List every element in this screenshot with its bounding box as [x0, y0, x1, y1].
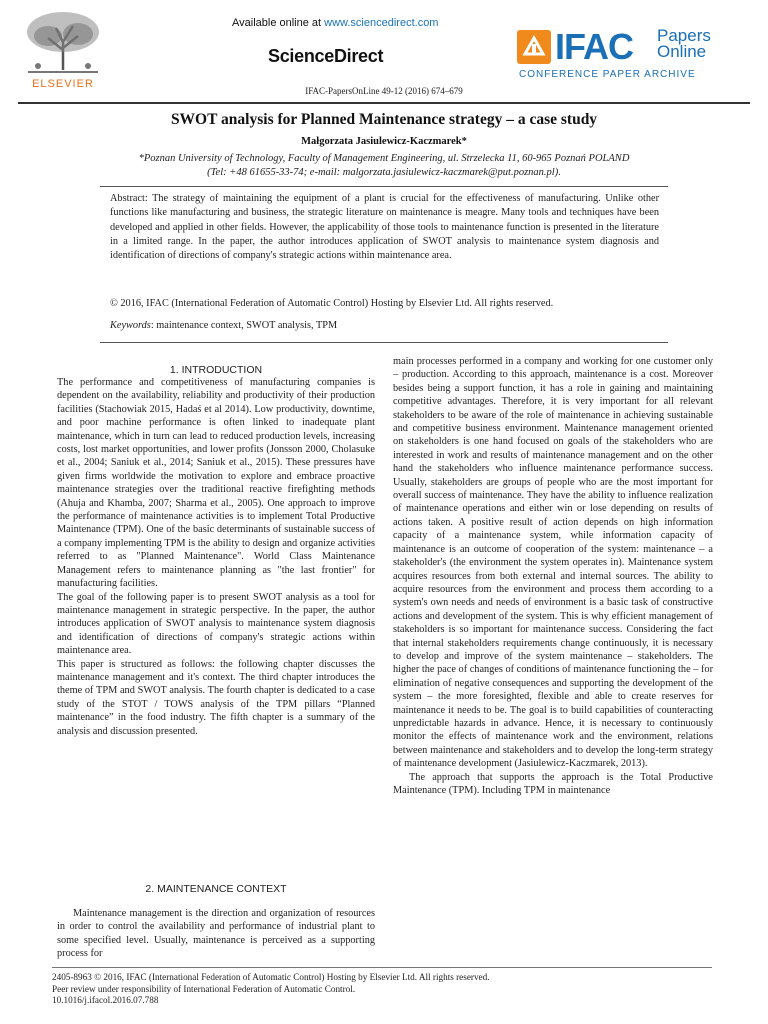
paragraph: The performance and competitiveness of manufacturing companies is dependent on the availability, reliability and productivity of their production facilities (Stachowiak 2015, Hadaś et al 2014). Low productivity, downtime, and poor machine performance is often linked to inadequate plant maintenance, which in turn can lead to reduced production levels, increasing costs, lost market opportunities, and lower profits (Jonsson 2000, Cholasuke et al., 2004; Saniuk et al., 2014; Saniuk et al., 2015). These pressures have given firms worldwide the motivation to explore and embrace proactive maintenance strategies over the traditional reactive firefighting methods (Ahuja and Khamba, 2007; Sharma et al., 2005). One approach to improve the performance of maintenance activities is to implement Total Productive Maintenance (TPM). One of the basic determinants of sustainable success of a company implementing TPM is the ability to design and organize activities referred to as "Planned Maintenance". World Class Maintenance Management refers to maintenance planning as "the last frontier" for manufacturing facilities.: [57, 377, 375, 590]
publisher-name: ELSEVIER: [32, 78, 94, 90]
footer-peer-review: Peer review under responsibility of International Federation of Automatic Control.: [52, 983, 356, 994]
elsevier-logo: [18, 10, 108, 88]
keywords-list: : maintenance context, SWOT analysis, TPM: [150, 320, 338, 331]
left-column-lower: [57, 907, 375, 961]
footer-divider: [52, 967, 712, 968]
footer-doi: 10.1016/j.ifacol.2016.07.788: [52, 995, 159, 1006]
ifac-logo: [517, 28, 755, 84]
available-online: [232, 17, 438, 29]
available-prefix: Available online at: [232, 17, 325, 29]
ifac-papers: Papers: [657, 26, 711, 45]
ifac-badge-icon: [517, 30, 551, 64]
paragraph: This paper is structured as follows: the following chapter discusses the maintenance management and it's context. The third chapter introduces the theme of TPM and SWOT analysis. The fourth chapter is dedicated to a case study of the STOT / TOWS analysis of the TPM pillars “Planned maintenance” in the food industry. The fifth chapter is a summary of the analysis and discussion presented.: [57, 658, 375, 737]
keywords: [110, 320, 337, 331]
paragraph: Maintenance management is the direction and organization of resources in order to control the availability and performance of industrial plant to some specified level. Usually, maintenance is perceived as a supporting process for: [57, 908, 375, 960]
ifac-online: Online: [657, 42, 707, 61]
footer-copyright: 2405-8963 © 2016, IFAC (International Federation of Automatic Control) Hosting by Elsevier Ltd. All rights reserved.: [52, 972, 490, 982]
keywords-label: Keywords: [110, 320, 151, 331]
right-column: [393, 355, 713, 797]
ifac-archive: CONFERENCE PAPER ARCHIVE: [519, 69, 696, 80]
section-heading-introduction: 1. INTRODUCTION: [169, 364, 263, 376]
section-heading-maintenance-context: 2. MAINTENANCE CONTEXT: [145, 883, 287, 895]
paragraph: main processes performed in a company and working for one customer only – production. According to this approach, maintenance is a cost. Moreover besides being a support function, it has a role in gaining and maintaining competitive advantages. Therefore, it is very important for all relevant stakeholders to be aware of the role of maintenance in achieving sustainable and competitive business environment. Maintenance management oriented on stakeholders is one hand focused on goals of the stakeholders who are interested in work and results of maintenance management and on the other hand the stakeholders who influence maintenance performance success. Usually, stakeholders are groups of people who are the most important for overall success of maintenance. They have the ability to influence realization of maintenance operations and either win or lose depending on results of actions taken. A positive result of action depends on high information capacity of a maintenance system, while information capacity of maintenance is an outcome of cooperation of the system: maintenance – a stakeholder's (the environment the system operates in). Maintenance system acquires resources from both external and internal sources. The ability to acquire resources from the environment and process them according to a system's own needs and needs of environment is a basic task of constructive actions and development of the system. This is why efficient management of stakeholders is so important for maintenance success. Considering the fact that internal stakeholders requirements change continuously, it is necessary to develop and improve of the system maintenance – stakeholders. The higher the pace of changes of conditions of maintenance functioning the – for elimination of negative consequences and supporting the development of the system – the more foresighted, flexible and able to create reserves for maintenance it needs to be. The goal is to build capabilities of counteracting unpredictable hazards in advance. Hence, it is necessary to continuously monitor the effects of maintenance work and the environment, relations between maintenance and stakeholders and to develop the long-term strategy of maintenance development (Jasiulewicz-Kaczmarek, 2013).: [393, 356, 713, 770]
sciencedirect-link[interactable]: www.sciencedirect.com: [324, 17, 439, 29]
elsevier-tree-icon: [18, 10, 108, 76]
ifac-papers-online: [657, 28, 711, 60]
paper-title: SWOT analysis for Planned Maintenance strategy – a case study: [170, 111, 598, 128]
header-divider: [18, 102, 750, 104]
author: Małgorzata Jasiulewicz-Kaczmarek*: [301, 136, 467, 147]
affiliation: *Poznan University of Technology, Faculty of Management Engineering, ul. Strzelecka 11, 60-965 Poznań POLAND: [138, 153, 630, 164]
copyright: © 2016, IFAC (International Federation of Automatic Control) Hosting by Elsevier Ltd. All rights reserved.: [110, 298, 554, 309]
journal-citation: IFAC-PapersOnLine 49-12 (2016) 674–679: [305, 86, 463, 96]
sciencedirect-brand: ScienceDirect: [268, 46, 384, 66]
left-column: [57, 376, 375, 738]
paragraph: The goal of the following paper is to present SWOT analysis as a tool for maintenance management in strategic perspective. In the paper, the author introduces application of SWOT analysis to maintenance system diagnosis and identification of directions of company's strategic actions within maintenance area.: [57, 591, 375, 657]
abstract-box: [100, 186, 668, 343]
abstract: Abstract: The strategy of maintaining the equipment of a plant is crucial for the effectiveness of manufacturing. Unlike other functions like manufacturing and business, the strategic literature on maintenance is meagre. Many tools and techniques have been developed and applied in other fields. However, the applicability of those tools to maintenance function is presented in the literature in a limited range. In the paper, the author introduces application of SWOT analysis to maintenance system diagnosis and identification of directions of company's strategic actions within maintenance area.: [110, 193, 659, 262]
footer: [52, 972, 490, 1007]
ifac-word: IFAC: [555, 26, 634, 67]
paragraph: The approach that supports the approach is the Total Productive Maintenance (TPM). Including TPM in maintenance: [393, 771, 713, 796]
contact-info: (Tel: +48 61655-33-74; e-mail: malgorzata.jasiulewicz-kaczmarek@put.poznan.pl).: [207, 167, 561, 178]
